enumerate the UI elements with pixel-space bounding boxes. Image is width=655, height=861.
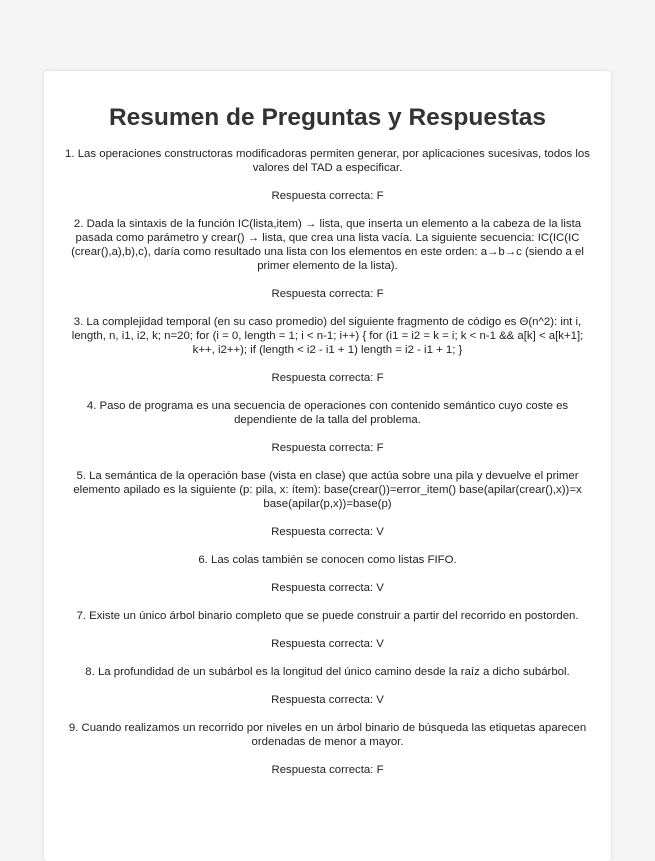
qa-item-1 (60, 147, 595, 203)
question-text: 7. Existe un único árbol binario completo que se puede construir a partir del recorrido en postorden. (76, 610, 579, 622)
answer-text: Respuesta correcta: F (271, 288, 384, 300)
qa-item-8 (60, 665, 595, 707)
qa-item-3 (60, 315, 595, 385)
answer-text: Respuesta correcta: F (271, 764, 384, 776)
qa-item-6 (60, 553, 595, 595)
answer-text: Respuesta correcta: V (271, 694, 384, 706)
answer-text: Respuesta correcta: F (271, 442, 384, 454)
qa-item-2 (60, 217, 595, 301)
qa-item-4 (60, 399, 595, 455)
answer-text: Respuesta correcta: V (271, 526, 384, 538)
answer-text: Respuesta correcta: V (271, 638, 384, 650)
question-text: 2. Dada la sintaxis de la función IC(lista,item) → lista, que inserta un elemento a la cabeza de la lista pasada como parámetro y crear() → lista, que crea una lista vacía. La siguiente secuencia: IC(IC(IC (crear(),a),b),c), daría como resultado una lista con los elementos en este orden: a→b→c (siendo a el primer elemento de la lista). (71, 218, 584, 272)
answer-text: Respuesta correcta: F (271, 372, 384, 384)
qa-item-7 (60, 609, 595, 651)
question-text: 1. Las operaciones constructoras modificadoras permiten generar, por aplicaciones sucesivas, todos los valores del TAD a especificar. (65, 148, 590, 174)
question-text: 4. Paso de programa es una secuencia de operaciones con contenido semántico cuyo coste es dependiente de la talla del problema. (86, 400, 569, 426)
answer-text: Respuesta correcta: V (271, 582, 384, 594)
qa-item-9 (60, 721, 595, 777)
question-text: 9. Cuando realizamos un recorrido por niveles en un árbol binario de búsqueda las etiquetas aparecen ordenadas de menor a mayor. (68, 722, 587, 748)
summary-card (44, 71, 611, 861)
page-title: Resumen de Preguntas y Respuestas (108, 104, 547, 131)
qa-item-5 (60, 469, 595, 539)
answer-text: Respuesta correcta: F (271, 190, 384, 202)
question-text: 3. La complejidad temporal (en su caso promedio) del siguiente fragmento de código es Θ(n^2): int i, length, n, i1, i2, k; n=20; for (i = 0, length = 1; i < n-1; i++) { for (i1 = i2 = k = i; k < n-1 && a[k] < a[k+1]; k++, i2++); if (length < i2 - i1 + 1) length = i2 - i1 + 1; } (71, 316, 584, 356)
question-text: 5. La semántica de la operación base (vista en clase) que actúa sobre una pila y devuelve el primer elemento apilado es la siguiente (p: pila, x: ítem): base(crear())=error_item() base(apilar(crear(),x))=x base(apilar(p,x))=base(p) (73, 470, 582, 510)
question-text: 6. Las colas también se conocen como listas FIFO. (198, 554, 457, 566)
question-text: 8. La profundidad de un subárbol es la longitud del único camino desde la raíz a dicho subárbol. (85, 666, 570, 678)
